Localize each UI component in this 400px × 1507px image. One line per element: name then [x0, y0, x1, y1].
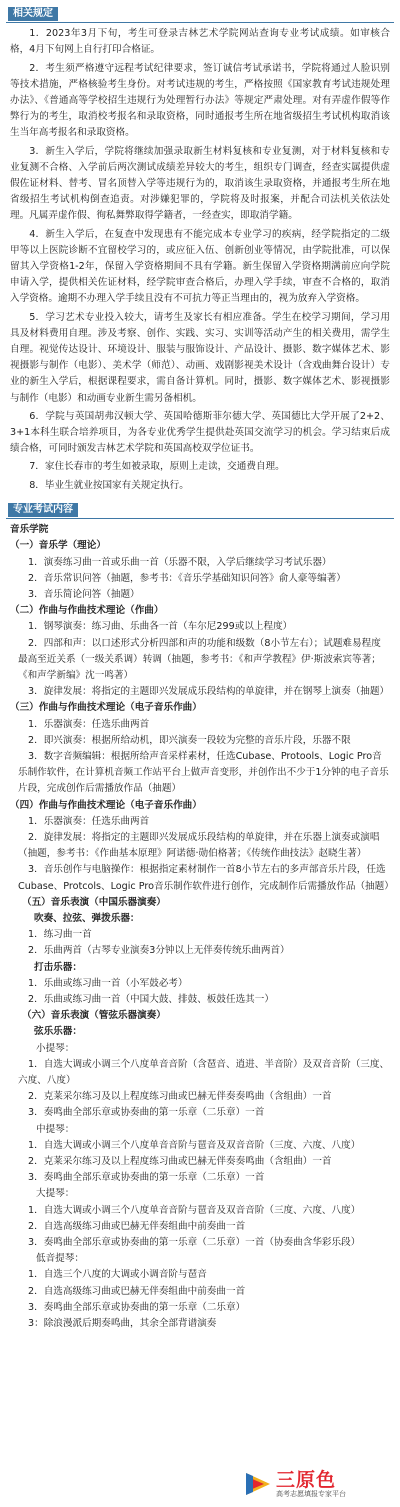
exam-item: 2．乐曲或练习曲一首（中国大鼓、排鼓、板鼓任选其一）	[28, 993, 274, 1005]
watermark-tagline: 高考志愿填报专家平台	[276, 1489, 346, 1498]
section-exam-content	[6, 502, 394, 1332]
exam-item: 2．音乐常识问答（抽题，参考书：《音乐学基础知识问答》俞人豪等编著）	[28, 572, 346, 584]
exam-item: 1．钢琴演奏：练习曲、乐曲各一首（车尔尼299或以上程度）	[28, 621, 293, 633]
section-tag-regulations: 相关规定	[8, 7, 58, 21]
exam-item: 3．音乐简论问答（抽题）	[28, 588, 140, 600]
exam-item: 3．奏鸣曲全部乐章或协奏曲的第一乐章（二乐章）一首（协奏曲含华彩乐段）	[28, 1237, 361, 1249]
exam-item: 3．数字音频编辑：根据所给声音采样素材，任选Cubase、Protools、Logic Pro音乐制作软件，在计算机音频工作站平台上做声音变形，并创作出不少于1分钟的电子音乐片段，完成创作后需播放作品（抽题）	[18, 750, 389, 795]
play-logo-icon	[244, 1470, 272, 1498]
exam-item: 3．奏鸣曲全部乐章或协奏曲的第一乐章（二乐章）	[28, 1301, 246, 1313]
exam-item: 1．自选三个八度的大调或小调音阶与琶音	[28, 1269, 207, 1281]
exam-item: 2．克莱采尔练习及以上程度练习曲或巴赫无伴奏奏鸣曲（含组曲）一首	[28, 1156, 332, 1168]
regulation-item: 2．考生须严格遵守远程考试纪律要求，签订诚信考试承诺书，学院将通过人脸识别等技术措施，严格核验考生身份。对考试违规的考生，严格按照《国家教育考试违规处理办法》、《普通高等学校招生违规行为处理暂行办法》等规定严肃处理。对有弄虚作假等作弊行为的考生，取消校考报名和录取资格，同时通报考生所在地省级招生考试机构取消该生当年高考报名和录取资格。	[10, 62, 390, 139]
exam-item: 1．乐器演奏：任选乐曲两首	[28, 718, 150, 730]
exam-item: 2．四部和声：以口述形式分析四部和声的功能和级数（8小节左右）；试题难易程度最高至近关系（一级关系调）转调（抽题，参考书：《和声学教程》伊·斯波索宾等著；《和声学新编》沈一鸣著）	[18, 637, 381, 681]
regulations-body	[6, 26, 394, 494]
category-heading: 弦乐乐器：	[34, 1026, 82, 1038]
subsection-heading: （四）作曲与作曲技术理论（电子音乐作曲）	[10, 799, 202, 811]
section-regulations	[6, 6, 394, 494]
exam-item: 2．乐曲两首（古琴专业演奏3分钟以上无伴奏传统乐曲两首）	[28, 945, 290, 957]
exam-item: 3．奏鸣曲全部乐章或协奏曲的第一乐章（二乐章）一首	[28, 1172, 265, 1184]
exam-item: 2．自选高级练习曲或巴赫无伴奏组曲中前奏曲一首	[28, 1285, 246, 1297]
watermark-brand: 三原色	[276, 1468, 337, 1491]
subsection-heading: （一）音乐学（理论）	[10, 540, 106, 552]
regulation-item: 4．新生入学后，在复查中发现患有不能完成本专业学习的疾病，经学院指定的二级甲等以上医院诊断不宜留校学习的，或应征入伍、创新创业等情况，由学院批准，可以保留其入学资格1-2年，保留入学资格期间不具有学籍。新生保留入学资格期满前应向学院申请入学，提供相关佐证材料，经学院审查合格后，办理入学手续，审查不合格的，取消入学资格。逾期不办理入学手续且没有不可抗力等正当理由的，视为放弃入学资格。	[10, 228, 390, 305]
subsection-heading: （五）音乐表演（中国乐器演奏）	[22, 896, 166, 908]
regulation-item: 1．2023年3月下旬，考生可登录吉林艺术学院网站查询专业考试成绩。如审核合格，4月下旬网上自行打印合格证。	[10, 28, 390, 56]
regulation-item: 7．家住长春市的考生如被录取，原则上走读，交通费自理。	[29, 461, 285, 473]
regulation-item: 3．新生入学后，学院将继续加强录取新生材料复核和专业复测，对于材料复核和专业复测不合格、入学前后两次测试成绩差异较大的考生，组织专门调查，经查实属提供虚假佐证材料、替考、冒名顶替入学等违规行为的，取消该生录取资格，并通报考生所在地省级招生考试机构倒查追责。对涉嫌犯罪的，学院将及时报案，并配合司法机关依法处理。凡属弄虚作假、徇私舞弊取得学籍者，一经查实，即取消学籍。	[10, 145, 390, 222]
instrument-label: 低音提琴：	[36, 1253, 84, 1265]
regulation-item: 8．毕业生就业按国家有关规定执行。	[29, 479, 189, 491]
subsection-heading: （三）作曲与作曲技术理论（电子音乐作曲）	[10, 702, 202, 714]
exam-item: 1．自选大调或小调三个八度单音音阶（含琶音、逍进、半音阶）及双音音阶（三度、六度、八度）	[18, 1058, 390, 1086]
exam-item: 1．练习曲一首	[28, 929, 92, 941]
category-heading: 打击乐器：	[34, 961, 82, 973]
exam-item: 3．奏鸣曲全部乐章或协奏曲的第一乐章（二乐章）一首	[28, 1107, 265, 1119]
exam-item: 1．乐器演奏：任选乐曲两首	[28, 815, 150, 827]
subsection-heading: （二）作曲与作曲技术理论（作曲）	[10, 605, 164, 617]
exam-item: 2．旋律发展：将指定的主题即兴发展成乐段结构的单旋律，并在乐器上演奏或演唱（抽题，参考书：《作曲基本原理》阿诺德·勋伯格著；《传统作曲技法》赵晓生著）	[18, 831, 380, 860]
instrument-label: 中提琴：	[36, 1123, 75, 1135]
college-title: 音乐学院	[10, 524, 49, 536]
exam-item: 3：除浪漫派后期奏鸣曲，其余全部背谱演奏	[28, 1318, 217, 1330]
category-heading: 吹奏、拉弦、弹拨乐器：	[34, 912, 140, 924]
regulation-item: 5．学习艺术专业投入较大，请考生及家长有相应准备。学生在校学习期间，学习用具及材料费用自理。涉及考察、创作、实践、实习、实训等活动产生的相关费用，需学生自理。视觉传达设计、环境设计、服装与服饰设计、产品设计、摄影、数字媒体艺术、影视摄影与制作（电影）、美术学（师范）、动画、戏剧影视美术设计（含戏曲舞台设计）专业的新生入学后，根据课程要求，需自备计算机。同时，摄影、数字媒体艺术、影视摄影与制作（电影）和动画专业新生需另备相机。	[10, 311, 390, 404]
exam-item: 1．自选大调或小调三个八度单音音阶与琶音及双音音阶（三度、六度、八度）	[28, 1204, 361, 1216]
instrument-label: 小提琴：	[36, 1042, 75, 1054]
exam-item: 2．即兴演奏：根据所给动机，即兴演奏一段较为完整的音乐片段，乐器不限	[28, 734, 351, 746]
exam-item: 1．乐曲或练习曲一首（小军鼓必考）	[28, 977, 188, 989]
regulation-item: 6．学院与英国胡弗汉顿大学、英国哈德斯菲尔德大学、英国德比大学开展了2+2、3+1本科生联合培养项目，为各专业优秀学生提供赴英国交流学习的机会。学习结束后成绩合格，可同时颁发吉林艺术学院和英国高校双学位证书。	[10, 410, 390, 455]
exam-item: 2．自选高级练习曲或巴赫无伴奏组曲中前奏曲一首	[28, 1220, 246, 1232]
exam-item: 3．旋律发展：将指定的主题即兴发展成乐段结构的单旋律，并在钢琴上演奏（抽题）	[28, 686, 390, 698]
exam-item: 1．自选大调或小调三个八度单音音阶与琶音及双音音阶（三度、六度、八度）	[28, 1139, 361, 1151]
section-tag-exam-content: 专业考试内容	[8, 503, 78, 517]
watermark-logo	[244, 1467, 394, 1501]
instrument-label: 大提琴：	[36, 1188, 75, 1200]
subsection-heading: （六）音乐表演（管弦乐器演奏）	[22, 1010, 166, 1022]
exam-item: 2．克莱采尔练习及以上程度练习曲或巴赫无伴奏奏鸣曲（含组曲）一首	[28, 1091, 332, 1103]
exam-content-body	[6, 538, 394, 1332]
exam-item: 3．音乐创作与电脑操作：根据指定素材制作一首8小节左右的多声部音乐片段，任选Cubase、Protcols、Logic Pro音乐制作软件进行创作，完成制作后需播放作品（抽题）	[18, 864, 394, 892]
exam-item: 1．演奏练习曲一首或乐曲一首（乐器不限，入学后继续学习考试乐器）	[28, 556, 332, 568]
